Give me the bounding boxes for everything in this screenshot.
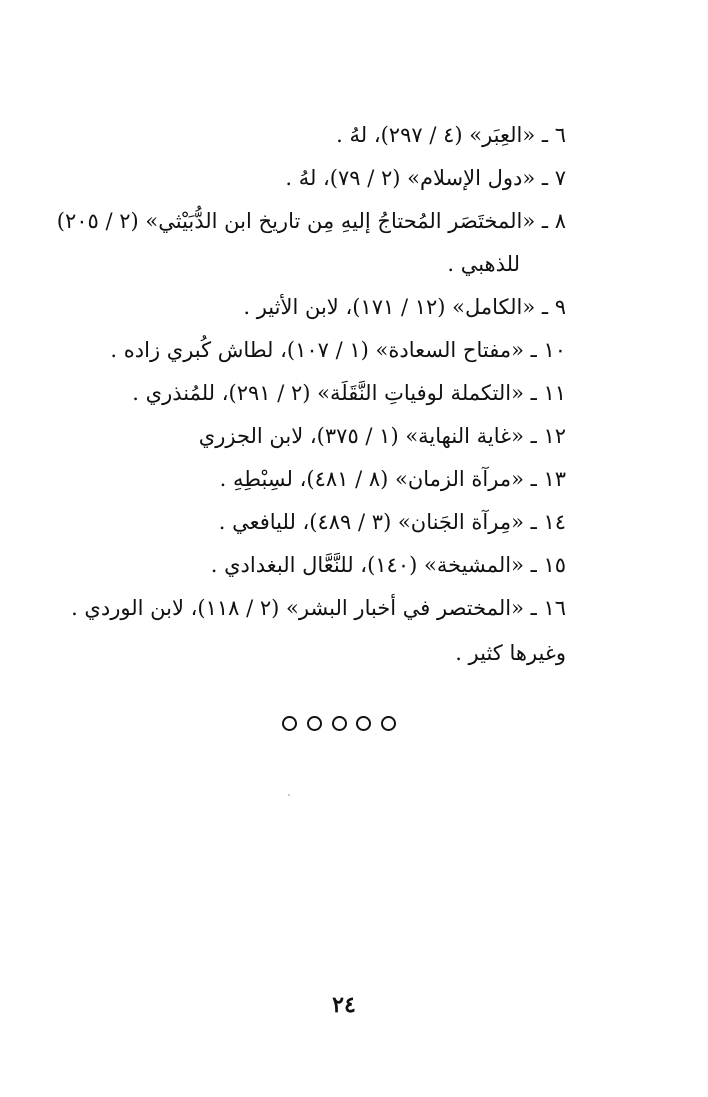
circle-icon [307, 716, 322, 731]
circle-icon [356, 716, 371, 731]
list-item: ٨ ـ «المختَصَر المُحتاجُ إليهِ مِن تاريخ ابن الدُّبَيْثي» (٢ / ٢٠٥) [56, 209, 566, 233]
sources-list [56, 114, 566, 675]
list-item: ٩ ـ «الكامل» (١٢ / ١٧١)، لابن الأثير . [243, 295, 566, 319]
page-number: ٢٤ [332, 992, 356, 1018]
paper-speck [288, 794, 290, 796]
circle-icon [282, 716, 297, 731]
closing-line: وغيرها كثير . [455, 641, 566, 665]
five-circles-ornament-icon [282, 708, 396, 738]
list-item: ١١ ـ «التكملة لوفياتِ النَّقَلَة» (٢ / ٢٩١)، للمُنذري . [132, 381, 566, 405]
list-item: ١٠ ـ «مفتاح السعادة» (١ / ١٠٧)، لطاش كُبري زاده . [110, 338, 566, 362]
list-item: ١٥ ـ «المشيخة» (١٤٠)، للنَّعَّال البغدادي . [210, 553, 566, 577]
list-item: ٧ ـ «دول الإسلام» (٢ / ٧٩)، لهُ . [285, 166, 566, 190]
circle-icon [381, 716, 396, 731]
list-item: ٦ ـ «العِبَر» (٤ / ٢٩٧)، لهُ . [336, 123, 566, 147]
list-item: ١٤ ـ «مِرآة الجَنان» (٣ / ٤٨٩)، لليافعي . [218, 510, 566, 534]
list-item: ١٣ ـ «مرآة الزمان» (٨ / ٤٨١)، لسِبْطِهِ . [219, 467, 566, 491]
list-item: ١٦ ـ «المختصر في أخبار البشر» (٢ / ١١٨)، لابن الوردي . [71, 596, 566, 620]
circle-icon [332, 716, 347, 731]
list-item-continuation: للذهبي . [447, 252, 520, 276]
list-item: ١٢ ـ «غاية النهاية» (١ / ٣٧٥)، لابن الجزري [198, 424, 566, 448]
